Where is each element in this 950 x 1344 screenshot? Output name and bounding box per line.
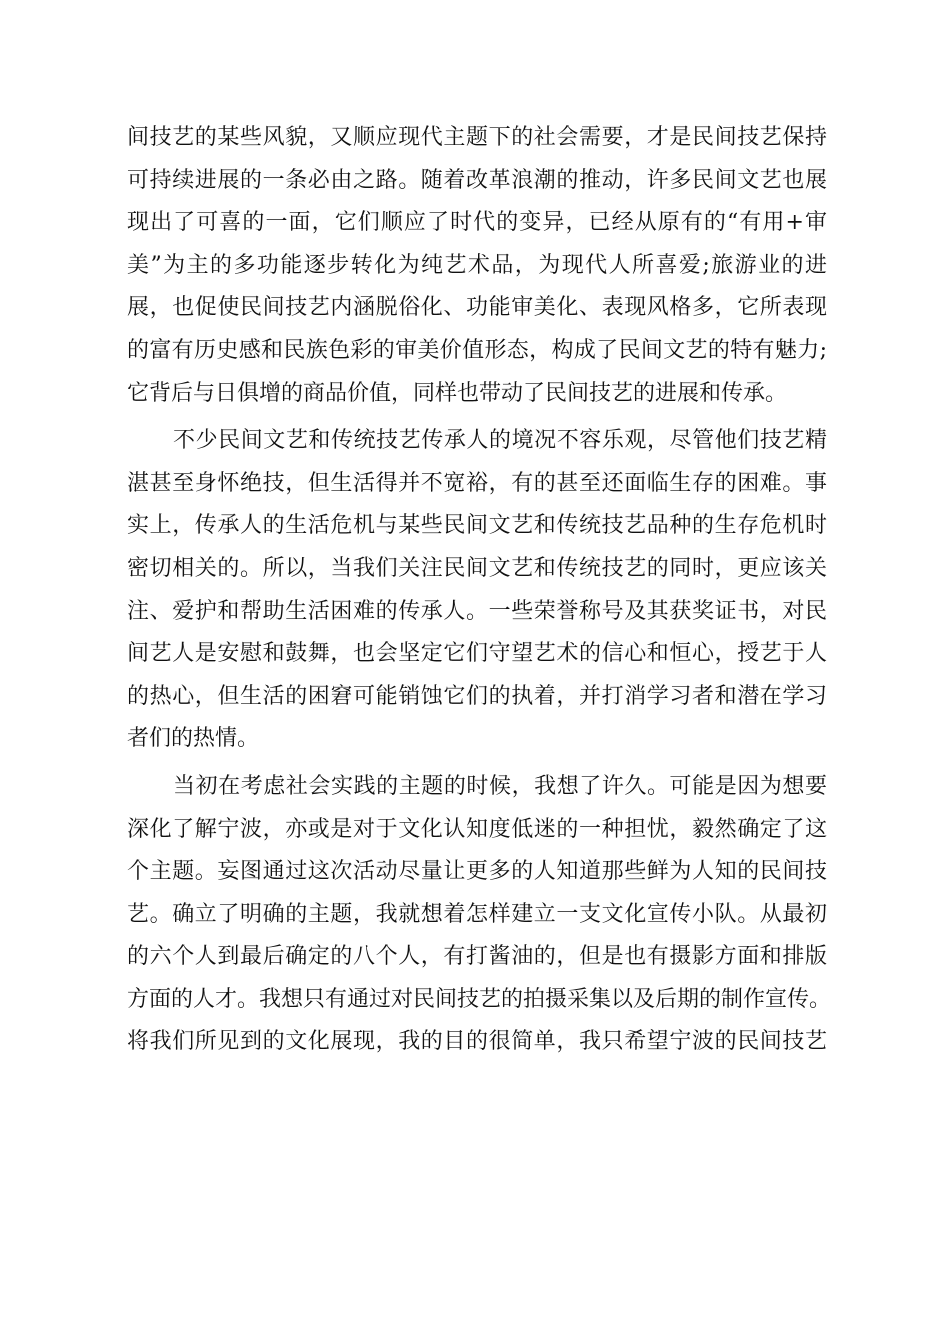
text-line: 者们的热情。 [127,726,260,752]
paragraph-3 [127,766,832,1064]
text-line: 方面的人才。我想只有通过对民间技艺的拍摄采集以及后期的制作宣传。 [127,986,832,1012]
text-line: 的富有历史感和民族色彩的审美价值形态，构成了民间文艺的特有魅力; [127,337,827,363]
text-line: 的六个人到最后确定的八个人，有打酱油的，但是也有摄影方面和排版 [127,944,827,970]
paragraph-2 [127,420,827,761]
text-line: 深化了解宁波，亦或是对于文化认知度低迷的一种担忧，毅然确定了这 [127,816,827,842]
text-line: 注、爱护和帮助生活困难的传承人。一些荣誉称号及其获奖证书，对民 [127,598,827,624]
text-line: 可持续进展的一条必由之路。随着改革浪潮的推动，许多民间文艺也展 [127,167,827,193]
text-line: 密切相关的。所以，当我们关注民间文艺和传统技艺的同时，更应该关 [127,555,827,581]
text-line: 实上，传承人的生活危机与某些民间文艺和传统技艺品种的生存危机时 [127,513,827,539]
text-line: 间技艺的某些风貌，又顺应现代主题下的社会需要，才是民间技艺保持 [127,125,827,150]
text-line: 将我们所见到的文化展现，我的目的很简单，我只希望宁波的民间技艺 [127,1029,827,1055]
text-line: 现出了可喜的一面，它们顺应了时代的变异，已经从原有的“有用+审 [127,210,827,236]
text-line: 间艺人是安慰和鼓舞，也会坚定它们守望艺术的信心和恒心，授艺于人 [127,641,827,667]
paragraph-1 [127,117,827,415]
document-body [127,117,832,1064]
text-line: 美”为主的多功能逐步转化为纯艺术品，为现代人所喜爱;旅游业的进 [127,252,827,278]
text-line: 当初在考虑社会实践的主题的时候，我想了许久。可能是因为想要 [173,773,827,799]
text-line: 不少民间文艺和传统技艺传承人的境况不容乐观，尽管他们技艺精 [173,428,827,454]
text-line: 湛甚至身怀绝技，但生活得并不宽裕，有的甚至还面临生存的困难。事 [127,470,827,496]
text-line: 它背后与日俱增的商品价值，同样也带动了民间技艺的进展和传承。 [127,380,788,406]
text-line: 的热心，但生活的困窘可能销蚀它们的执着，并打消学习者和潜在学习 [127,683,827,709]
text-line: 个主题。妄图通过这次活动尽量让更多的人知道那些鲜为人知的民间技 [127,859,827,885]
text-line: 艺。确立了明确的主题，我就想着怎样建立一支文化宣传小队。从最初 [127,901,827,927]
text-line: 展，也促使民间技艺内涵脱俗化、功能审美化、表现风格多，它所表现 [127,295,827,321]
